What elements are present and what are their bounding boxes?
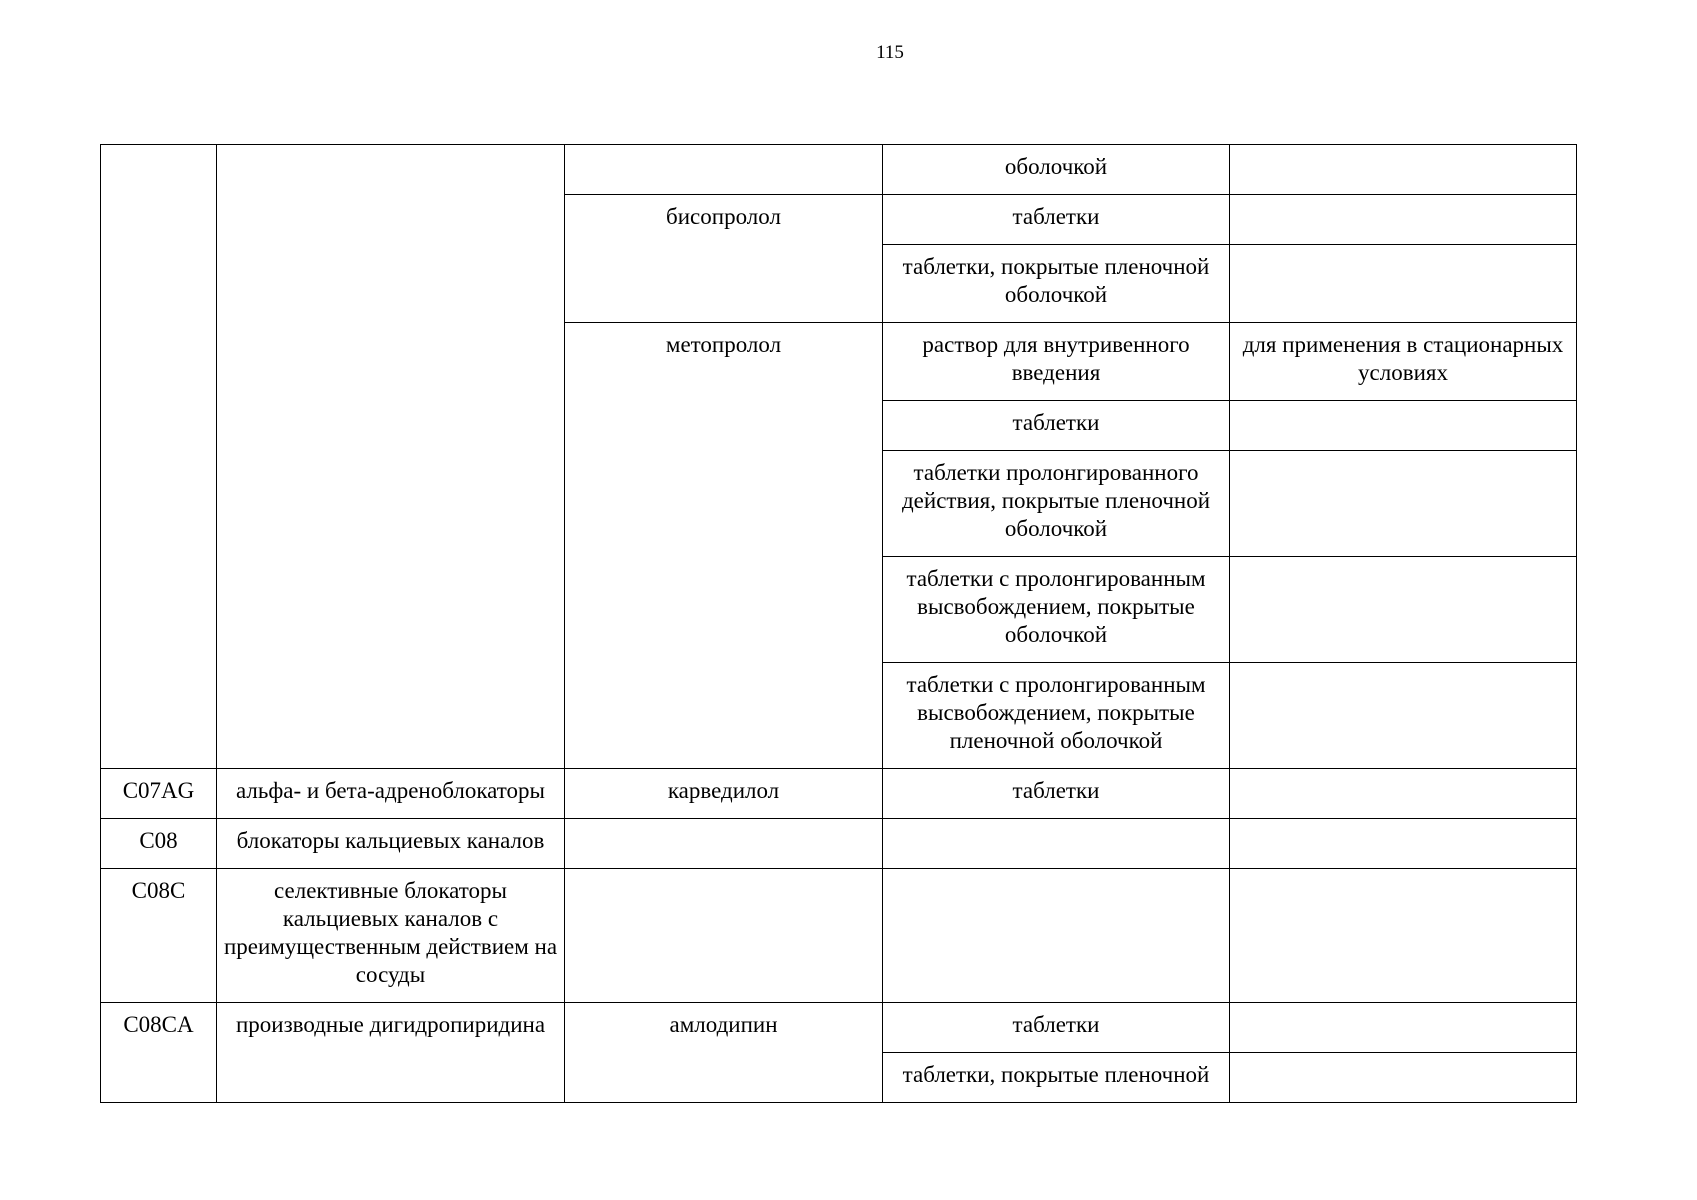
- atc-code-cell: C08CA: [101, 1003, 217, 1103]
- note-cell: [1230, 869, 1577, 1003]
- table-row: [101, 1003, 1577, 1053]
- dosage-form-cell: оболочкой: [883, 145, 1230, 195]
- note-cell: [1230, 769, 1577, 819]
- table-row: [101, 145, 1577, 195]
- note-cell: [1230, 245, 1577, 323]
- note-cell: [1230, 401, 1577, 451]
- dosage-form-cell: [883, 869, 1230, 1003]
- note-cell: [1230, 557, 1577, 663]
- table-row: [101, 819, 1577, 869]
- note-cell: [1230, 663, 1577, 769]
- table-row: [101, 769, 1577, 819]
- dosage-form-cell: таблетки с пролонгированным высвобождением, покрытые пленочной оболочкой: [883, 663, 1230, 769]
- table-row: [101, 869, 1577, 1003]
- page-number: 115: [876, 42, 904, 63]
- pharma-group-cell: производные дигидропиридина: [217, 1003, 565, 1103]
- note-cell: [1230, 1003, 1577, 1053]
- dosage-form-cell: таблетки: [883, 195, 1230, 245]
- atc-code-cell: C08: [101, 819, 217, 869]
- note-cell: [1230, 195, 1577, 245]
- note-cell: [1230, 451, 1577, 557]
- dosage-form-cell: таблетки с пролонгированным высвобождением, покрытые оболочкой: [883, 557, 1230, 663]
- atc-code-cell: [101, 145, 217, 769]
- dosage-form-cell: таблетки: [883, 1003, 1230, 1053]
- dosage-form-cell: [883, 819, 1230, 869]
- pharma-group-cell: [217, 145, 565, 769]
- drug-name-cell: карведилол: [565, 769, 883, 819]
- pharma-group-cell: альфа- и бета-адреноблокаторы: [217, 769, 565, 819]
- drug-name-cell: [565, 145, 883, 195]
- drug-name-cell: амлодипин: [565, 1003, 883, 1103]
- dosage-form-cell: таблетки: [883, 769, 1230, 819]
- pharma-group-cell: селективные блокаторы кальциевых каналов с преимущественным действием на сосуды: [217, 869, 565, 1003]
- dosage-form-cell: раствор для внутривенного введения: [883, 323, 1230, 401]
- drug-name-cell: [565, 819, 883, 869]
- note-cell: [1230, 1053, 1577, 1103]
- drug-name-cell: [565, 869, 883, 1003]
- atc-code-cell: C07AG: [101, 769, 217, 819]
- dosage-form-cell: таблетки: [883, 401, 1230, 451]
- medication-table: [100, 144, 1577, 1103]
- dosage-form-cell: таблетки, покрытые пленочной: [883, 1053, 1230, 1103]
- note-cell: для применения в стационарных условиях: [1230, 323, 1577, 401]
- dosage-form-cell: таблетки пролонгированного действия, покрытые пленочной оболочкой: [883, 451, 1230, 557]
- drug-name-cell: метопролол: [565, 323, 883, 769]
- atc-code-cell: C08C: [101, 869, 217, 1003]
- dosage-form-cell: таблетки, покрытые пленочной оболочкой: [883, 245, 1230, 323]
- note-cell: [1230, 819, 1577, 869]
- drug-name-cell: бисопролол: [565, 195, 883, 323]
- pharma-group-cell: блокаторы кальциевых каналов: [217, 819, 565, 869]
- note-cell: [1230, 145, 1577, 195]
